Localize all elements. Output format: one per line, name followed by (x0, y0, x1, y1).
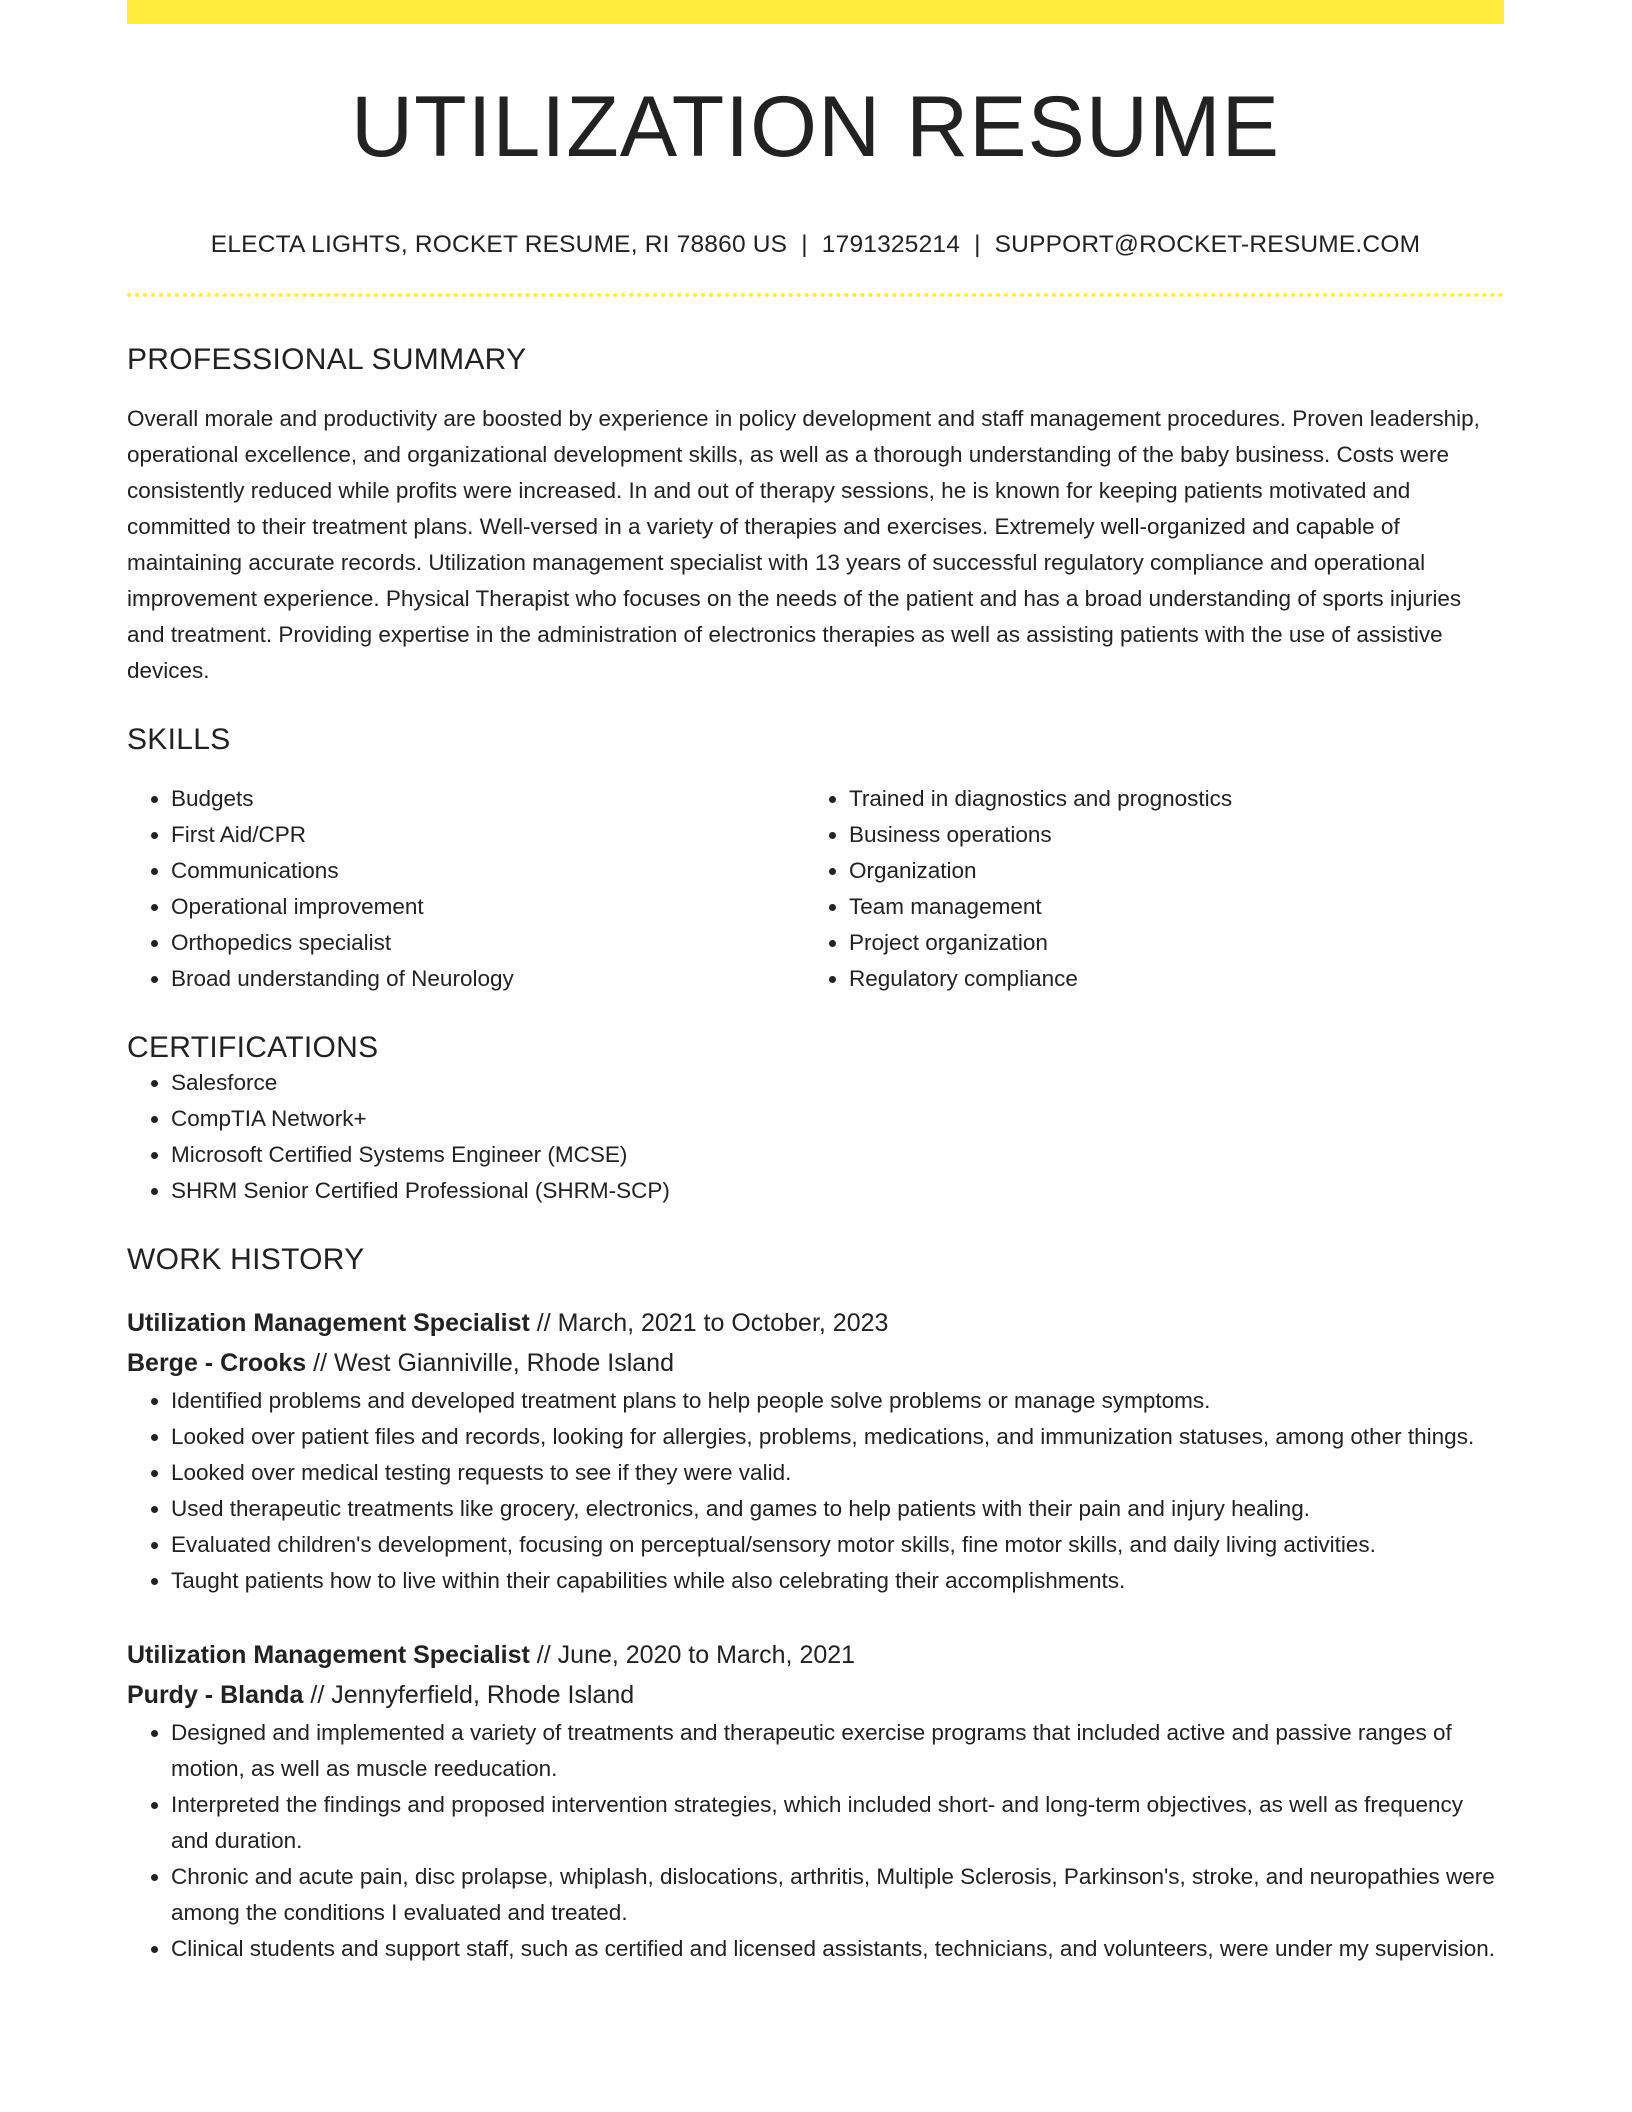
skill-item: • Orthopedics specialist (171, 925, 805, 961)
job-dates: // June, 2020 to March, 2021 (529, 1640, 856, 1669)
skill-item: • Team management (849, 889, 1483, 925)
certifications-heading: CERTIFICATIONS (127, 1030, 379, 1064)
job-duties-list (127, 1383, 1504, 1599)
resume-page (127, 0, 1504, 1967)
job-duty-item: • Looked over medical testing requests to see if they were valid. (171, 1455, 1504, 1491)
contact-phone: 1791325214 (821, 230, 961, 258)
skills-heading: SKILLS (127, 722, 231, 756)
skill-item: • Communications (171, 853, 805, 889)
contact-line (127, 231, 1504, 259)
job-title-line (127, 1635, 1504, 1675)
skills-list-left (127, 781, 805, 997)
job-title: Utilization Management Specialist (127, 1640, 530, 1669)
skill-item: • Operational improvement (171, 889, 805, 925)
skill-item: • Budgets (171, 781, 805, 817)
skill-item: • Organization (849, 853, 1483, 889)
job-duty-item: • Clinical students and support staff, such as certified and licensed assistants, technicians, and volunteers, were under my supervision. (171, 1931, 1504, 1967)
job-duties-list (127, 1715, 1504, 1967)
job-duty-item: • Evaluated children's development, focusing on perceptual/sensory motor skills, fine motor skills, and daily living activities. (171, 1527, 1504, 1563)
job-title: Utilization Management Specialist (127, 1308, 530, 1337)
job-duty-item: • Interpreted the findings and proposed intervention strategies, which included short- and long-term objectives, as well as frequency and duration. (171, 1787, 1504, 1859)
job-dates: // March, 2021 to October, 2023 (529, 1308, 889, 1337)
skills-column-left (127, 781, 805, 997)
job-duty-item: • Looked over patient files and records, looking for allergies, problems, medications, and immunization statuses, among other things. (171, 1419, 1504, 1455)
summary-text: Overall morale and productivity are boosted by experience in policy development and staff management procedures. Proven leadership, operational excellence, and organizational development skills, as well as a thorough understanding of the baby business. Costs were consistently reduced while profits were increased. In and out of therapy sessions, he is known for keeping patients motivated and committed to their treatment plans. Well-versed in a variety of therapies and exercises. Extremely well-organized and capable of maintaining accurate records. Utilization management specialist with 13 years of successful regulatory compliance and operational improvement experience. Physical Therapist who focuses on the needs of the patient and has a broad understanding of sports injuries and treatment. Providing expertise in the administration of electronics therapies as well as assisting patients with the use of assistive devices. (127, 405, 1480, 683)
job-duty-item: • Identified problems and developed treatment plans to help people solve problems or manage symptoms. (171, 1383, 1504, 1419)
job-location: // West Gianniville, Rhode Island (306, 1348, 674, 1377)
skill-item: • First Aid/CPR (171, 817, 805, 853)
contact-address: ELECTA LIGHTS, ROCKET RESUME, RI 78860 US (210, 230, 788, 258)
certification-item: • CompTIA Network+ (171, 1101, 1504, 1137)
contact-separator: | (974, 230, 981, 258)
skill-item: • Broad understanding of Neurology (171, 961, 805, 997)
job-company: Purdy - Blanda (127, 1680, 304, 1709)
job-duty-item: • Taught patients how to live within their capabilities while also celebrating their accomplishments. (171, 1563, 1504, 1599)
top-accent-bar (127, 0, 1504, 24)
job-duty-item: • Used therapeutic treatments like grocery, electronics, and games to help patients with their pain and injury healing. (171, 1491, 1504, 1527)
job-entry (127, 1303, 1504, 1599)
job-company: Berge - Crooks (127, 1348, 307, 1377)
job-duty-item: • Chronic and acute pain, disc prolapse, whiplash, dislocations, arthritis, Multiple Sclerosis, Parkinson's, stroke, and neuropathies were among the conditions I evaluated and treated. (171, 1859, 1504, 1931)
certifications-list (127, 1065, 1504, 1209)
contact-separator: | (801, 230, 808, 258)
skill-item: • Regulatory compliance (849, 961, 1483, 997)
summary-heading: PROFESSIONAL SUMMARY (127, 342, 527, 376)
work-history-heading: WORK HISTORY (127, 1242, 365, 1276)
job-entry (127, 1635, 1504, 1967)
resume-title: UTILIZATION RESUME (350, 79, 1281, 175)
certification-item: • Salesforce (171, 1065, 1504, 1101)
job-company-line (127, 1675, 1504, 1715)
job-location: // Jennyferfield, Rhode Island (303, 1680, 635, 1709)
skills-list-right (805, 781, 1483, 997)
job-title-line (127, 1303, 1504, 1343)
certification-item: • Microsoft Certified Systems Engineer (MCSE) (171, 1137, 1504, 1173)
skill-item: • Business operations (849, 817, 1483, 853)
skills-grid (127, 781, 1504, 997)
skill-item: • Trained in diagnostics and prognostics (849, 781, 1483, 817)
skill-item: • Project organization (849, 925, 1483, 961)
skills-column-right (805, 781, 1483, 997)
contact-email: SUPPORT@ROCKET-RESUME.COM (994, 230, 1421, 258)
job-duty-item: • Designed and implemented a variety of treatments and therapeutic exercise programs that included active and passive ranges of motion, as well as muscle reeducation. (171, 1715, 1504, 1787)
job-company-line (127, 1343, 1504, 1383)
certification-item: • SHRM Senior Certified Professional (SHRM-SCP) (171, 1173, 1504, 1209)
dotted-divider (127, 293, 1504, 297)
